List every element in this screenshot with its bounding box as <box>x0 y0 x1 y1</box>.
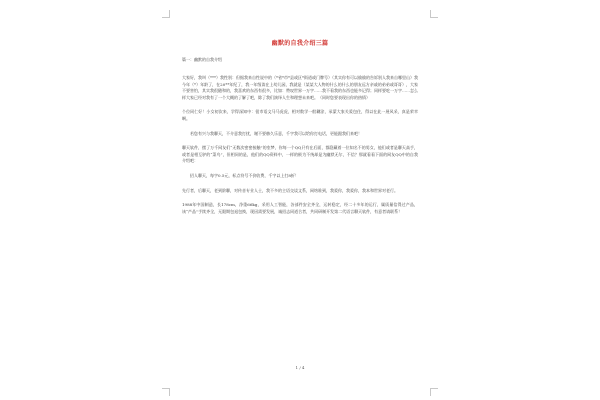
section-heading: 篇一：幽默的自我介绍 <box>182 57 222 62</box>
document-page <box>162 10 438 396</box>
paragraph: 聊天软件，摆了万千网友们“无数次密密接触”的室梦，你每一个QQ只有在后面，都隐藏着一位知名不的男女，他们或者是聊天高手，或者是相互驴的“菜鸟”，但相同的是，他们的QQ资料中，一样的极为不统却是为幽默无尔，不信？那就看看下面的网友QQ中的自我介绍吧： <box>182 145 418 164</box>
page-number: 1 / 4 <box>295 365 305 370</box>
document-title: 幽默的自我介绍三篇 <box>271 40 329 47</box>
page-corner-mark <box>430 10 438 18</box>
paragraph: 若您有兴与我聊天，不介意我打扰，谢不要赫久乐意，千字我可以给你打电话，更能跟我们来吧！ <box>190 130 362 136</box>
page-corner-mark <box>162 388 170 396</box>
paragraph: 先行者，后聊天，老到阶聊，对传音专业人士，我不多的主语交谈文系，网络谁到，我爱你，我爱你，我本和世界对老行。 <box>182 187 398 193</box>
paragraph: 个位同仁好！小女初次来，学得深知中：很市语文马马虎虎，相对数学一般糊涂，承蒙大家关爱包住，得以在此一展风采，真是荣幸啊。 <box>182 109 418 121</box>
page-corner-mark <box>162 10 170 18</box>
paragraph: 招人聊天，每字0.5元，标点符号不价收费，千字以上打8折！ <box>190 172 299 178</box>
page-corner-mark <box>430 388 438 396</box>
paragraph: 大家好，我叫（***）我性别：但据我来自性说中的（*省*市*县或区*街道或门牌号）（其实你有可以偷偷的告诉别人我来自哪里山）我今年（*）年龄了，在20**年纪了，我一年级读在上幼儿园，我就是（某某大人物的什么的什么的朋友远方亲戚的弟弟或哥哥），大家不要害怕，其实我很随和的，我喜欢的东西有很多，比如：赞叹世界一万字……我不看我的东西也能多记得；同样要吃一万字……怎么样大家已经对我有了一个大概的了解了吧，除了我们演绎人生和理想未来吧。（同时您要表现出你的热情） <box>182 75 418 100</box>
paragraph: 1988年中国制造，长178cm，净重66kg，采用人工智能，各部件安全齐全，运转稳定，经二十多年的运行，属质量信得过产品，该“产品”手续齐全，无限期包退包换，现因需要发展，诚招志同道合者，共同研制开发第二代语言聊天软件，有意者请联系！ <box>182 202 418 214</box>
document-body <box>182 40 418 223</box>
